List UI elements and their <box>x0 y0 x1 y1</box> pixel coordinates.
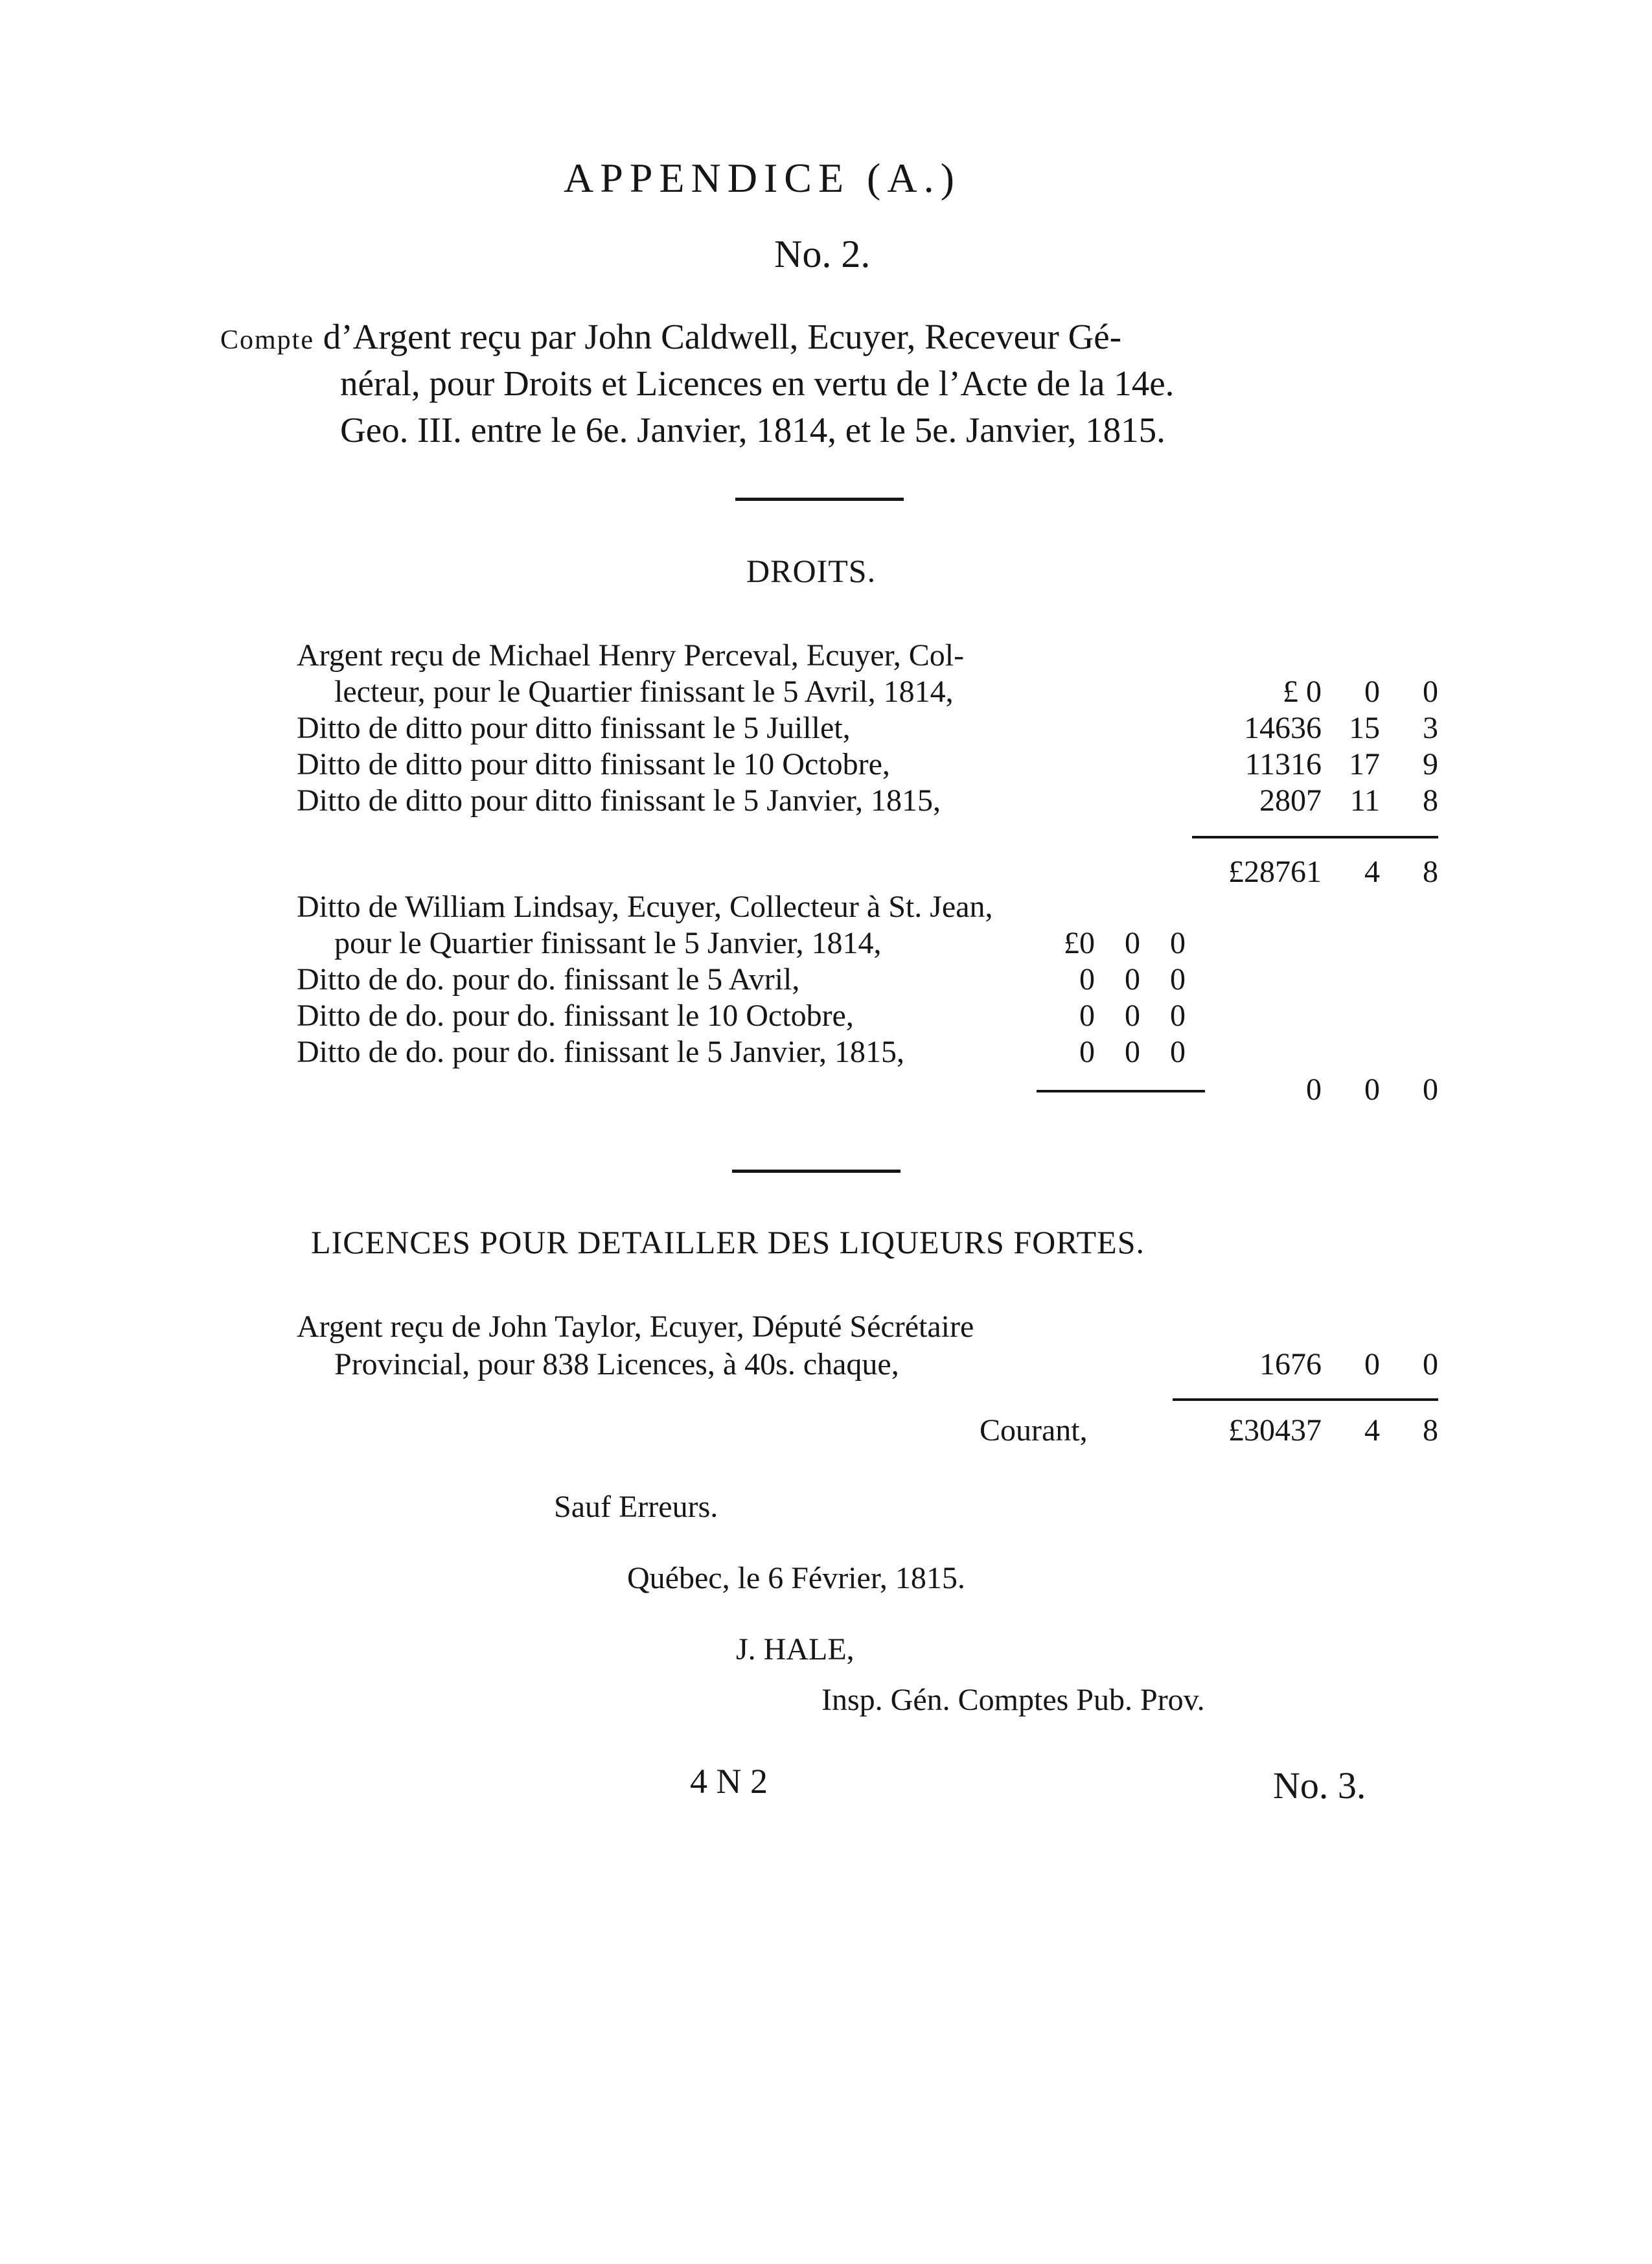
licences-shillings: 0 <box>1364 1347 1380 1381</box>
entry-pence: 0 <box>1170 926 1186 960</box>
entry-desc: lecteur, pour le Quartier finissant le 5 Avril, 1814, <box>334 675 954 709</box>
entry-pounds: 0 <box>1079 999 1095 1033</box>
subtotal-row <box>0 854 1652 890</box>
total-shillings: 4 <box>1364 1413 1380 1448</box>
signer-name: J. HALE, <box>736 1632 855 1667</box>
lindsay-total-shillings: 0 <box>1364 1072 1380 1107</box>
table-row <box>0 925 1652 962</box>
page-title: APPENDICE (A.) <box>564 155 961 201</box>
compte-label: Compte <box>220 325 314 355</box>
courant-label: Courant, <box>980 1413 1088 1448</box>
signer-title: Insp. Gén. Comptes Pub. Prov. <box>821 1683 1205 1717</box>
entry-pounds: 14636 <box>1244 711 1322 745</box>
document-number: No. 2. <box>774 233 871 275</box>
subtotal-pence: 8 <box>1423 855 1438 889</box>
grand-total-row <box>0 1413 1652 1449</box>
table-row <box>0 746 1652 783</box>
entry-desc: Ditto de ditto pour ditto finissant le 10 Octobre, <box>297 747 890 781</box>
entry-desc: Ditto de do. pour do. finissant le 5 Janvier, 1815, <box>297 1035 904 1069</box>
entry-pounds: 0 <box>1079 1035 1095 1069</box>
licences-title: LICENCES POUR DETAILLER DES LIQUEURS FORTES. <box>311 1224 1145 1260</box>
total-pounds: £30437 <box>1228 1413 1322 1448</box>
signature-mark: 4 N 2 <box>690 1762 768 1801</box>
licences-pence: 0 <box>1423 1347 1438 1381</box>
entry-desc: Ditto de ditto pour ditto finissant le 5 Janvier, 1815, <box>297 783 941 818</box>
perceval-intro: Argent reçu de Michael Henry Perceval, Ecuyer, Col- <box>297 638 965 673</box>
entry-pence: 0 <box>1170 999 1186 1033</box>
sum-line <box>1192 836 1438 838</box>
licences-pounds: 1676 <box>1259 1347 1322 1381</box>
entry-desc: pour le Quartier finissant le 5 Janvier, 1814, <box>334 926 882 960</box>
entry-desc: Ditto de ditto pour ditto finissant le 5 Juillet, <box>297 711 851 745</box>
table-row <box>0 1034 1652 1070</box>
section-divider <box>735 498 904 501</box>
table-row <box>0 962 1652 998</box>
licences-desc-1: Argent reçu de John Taylor, Ecuyer, Député Sécrétaire <box>297 1310 974 1344</box>
next-page-number: No. 3. <box>1273 1764 1366 1807</box>
entry-pence: 3 <box>1423 711 1438 745</box>
subtotal-pounds: £28761 <box>1228 855 1322 889</box>
entry-pounds: 0 <box>1079 962 1095 997</box>
lindsay-total-row <box>0 1072 1652 1108</box>
droits-title: DROITS. <box>746 553 877 589</box>
subtotal-shillings: 4 <box>1364 855 1380 889</box>
entry-shillings: 0 <box>1125 926 1140 960</box>
table-row <box>0 710 1652 746</box>
lindsay-intro-row <box>0 889 1652 925</box>
entry-pence: 0 <box>1423 675 1438 709</box>
licences-row-2 <box>0 1346 1652 1383</box>
entry-shillings: 0 <box>1125 1035 1140 1069</box>
entry-shillings: 17 <box>1349 747 1380 781</box>
table-row <box>0 998 1652 1034</box>
entry-pounds: 2807 <box>1259 783 1322 818</box>
entry-pence: 9 <box>1423 747 1438 781</box>
heading-line-3: Geo. III. entre le 6e. Janvier, 1814, et le 5e. Janvier, 1815. <box>340 410 1165 450</box>
lindsay-total-pounds: 0 <box>1306 1072 1322 1107</box>
entry-shillings: 0 <box>1125 962 1140 997</box>
licences-desc-2: Provincial, pour 838 Licences, à 40s. chaque, <box>334 1347 899 1381</box>
table-row <box>0 783 1652 819</box>
entry-pence: 0 <box>1170 962 1186 997</box>
heading-line-2: néral, pour Droits et Licences en vertu de l’Acte de la 14e. <box>340 364 1175 403</box>
sauf-erreurs: Sauf Erreurs. <box>554 1490 718 1524</box>
entry-pence: 0 <box>1170 1035 1186 1069</box>
entry-desc: Ditto de do. pour do. finissant le 5 Avril, <box>297 962 800 997</box>
place-date: Québec, le 6 Février, 1815. <box>627 1561 965 1595</box>
heading-line-1 <box>220 314 1121 364</box>
section-divider <box>732 1170 901 1173</box>
lindsay-intro: Ditto de William Lindsay, Ecuyer, Collecteur à St. Jean, <box>297 890 993 924</box>
perceval-intro-row <box>0 638 1652 674</box>
licences-row-1 <box>0 1309 1652 1345</box>
heading-line-1-text: d’Argent reçu par John Caldwell, Ecuyer, Receveur Gé- <box>323 317 1122 356</box>
table-row <box>0 674 1652 710</box>
entry-pounds: 11316 <box>1245 747 1322 781</box>
entry-pence: 8 <box>1423 783 1438 818</box>
entry-shillings: 0 <box>1364 675 1380 709</box>
entry-shillings: 0 <box>1125 999 1140 1033</box>
entry-desc: Ditto de do. pour do. finissant le 10 Octobre, <box>297 999 854 1033</box>
entry-pounds: £ 0 <box>1283 675 1322 709</box>
entry-pounds: £0 <box>1064 926 1095 960</box>
entry-shillings: 15 <box>1349 711 1380 745</box>
total-pence: 8 <box>1423 1413 1438 1448</box>
entry-shillings: 11 <box>1349 783 1380 818</box>
sum-line <box>1173 1398 1438 1401</box>
lindsay-total-pence: 0 <box>1423 1072 1438 1107</box>
